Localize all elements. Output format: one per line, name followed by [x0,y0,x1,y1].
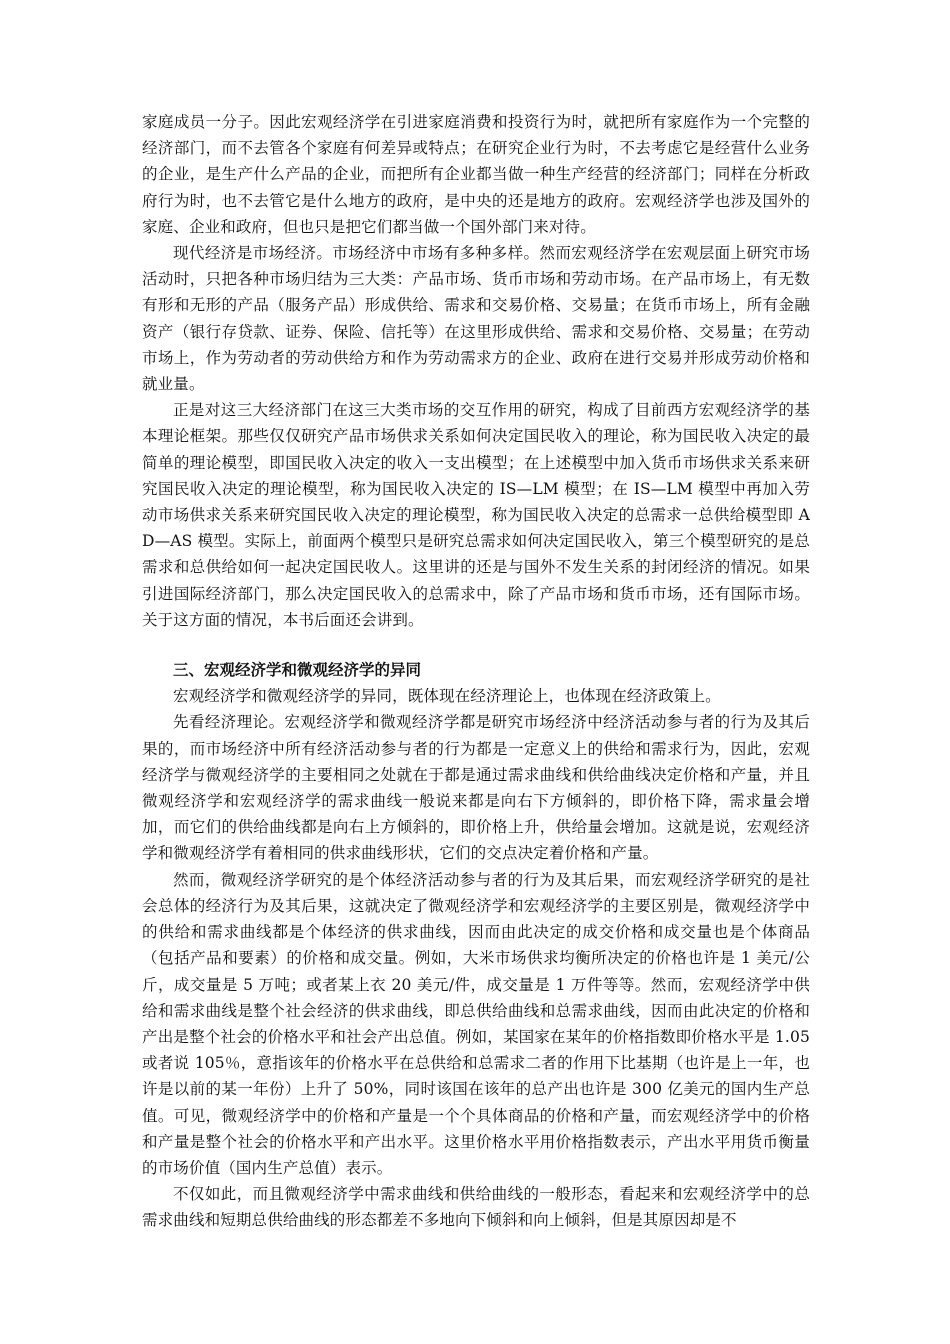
paragraph-market-types: 现代经济是市场经济。市场经济中市场有多种多样。然而宏观经济学在宏观层面上研究市场活动时，只把各种市场归结为三大类：产品市场、货币市场和劳动市场。在产品市场上，有无数有形和无形的产品（服务产品）形成供给、需求和交易价格、交易量；在货币市场上，所有金融资产（银行存贷款、证券、保险、信托等）在这里形成供给、需求和交易价格、交易量；在劳动市场上，作为劳动者的劳动供给方和作为劳动需求方的企业、政府在进行交易并形成劳动价格和就业量。 [142,244,810,394]
paragraph-similarities-intro: 宏观经济学和微观经济学的异同，既体现在经济理论上，也体现在经济政策上。 [173,687,721,706]
paragraph-differences: 然而，微观经济学研究的是个体经济活动参与者的行为及其后果，而宏观经济学研究的是社会总体的经济行为及其后果，这就决定了微观经济学和宏观经济学的主要区别是，微观经济学中的供给和需求曲线都是个体经济的供求曲线，因而由此决定的成交价格和成交量也是个体商品（包括产品和要素）的价格和成交量。例如，大米市场供求均衡所决定的价格也许是 1 美元/公斤，成交量是 5 万吨；或者某上衣 20 美元/件，成交量是 1 万件等等。然而，宏观经济学中供给和需求曲线是整个社会经济的供求曲线，即总供给曲线和总需求曲线，因而由此决定的价格和产出是整个社会的价格水平和社会产出总值。例如，某国家在某年的价格指数即价格水平是 1.05 或者说 105％，意指该年的价格水平在总供给和总需求二者的作用下比基期（也许是上一年，也许是以前的某一年份）上升了 50%，同时该国在该年的总产出也许是 300 亿美元的国内生产总值。可见，微观经济学中的价格和产量是一个个具体商品的价格和产量，而宏观经济学中的价格和产量是整个社会的价格水平和产出水平。这里价格水平用价格指数表示，产出水平用货币衡量的市场价值（国内生产总值）表示。 [142,870,810,1177]
paragraph-economic-theory: 先看经济理论。宏观经济学和微观经济学都是研究市场经济中经济活动参与者的行为及其后果的，而市场经济中所有经济活动参与者的行为都是一定意义上的供给和需求行为，因此，宏观经济学与微观经济学的主要相同之处就在于都是通过需求曲线和供给曲线决定价格和产量，并且微观经济学和宏观经济学的需求曲线一般说来都是向右下方倾斜的，即价格下降，需求量会增加，而它们的供给曲线都是向右上方倾斜的，即价格上升，供给量会增加。这就是说，宏观经济学和微观经济学有着相同的供求曲线形状，它们的交点决定着价格和产量。 [142,713,810,863]
paragraph-theory-framework: 正是对这三大经济部门在这三大类市场的交互作用的研究，构成了目前西方宏观经济学的基本理论框架。那些仅仅研究产品市场供求关系如何决定国民收入的理论，称为国民收入决定的最简单的理论模型，即国民收入决定的收入一支出模型；在上述模型中加入货币市场供求关系来研究国民收入决定的理论模型，称为国民收入决定的 IS—LM 模型；在 IS—LM 模型中再加入劳动市场供求关系来研究国民收入决定的理论模型，称为国民收入决定的总需求一总供给模型即 AD—AS 模型。实际上，前面两个模型只是研究总需求如何决定国民收入，第三个模型研究的是总需求和总供给如何一起决定国民收人。这里讲的还是与国外不发生关系的封闭经济的情况。如果引进国际经济部门，那么决定国民收入的总需求中，除了产品市场和货币市场，还有国际市场。关于这方面的情况，本书后面还会讲到。 [142,401,810,629]
paragraph-curve-shapes: 不仅如此，而且微观经济学中需求曲线和供给曲线的一般形态，看起来和宏观经济学中的总需求曲线和短期总供给曲线的形态都差不多地向下倾斜和向上倾斜，但是其原因却是不 [142,1185,810,1230]
document-page [142,109,810,1234]
paragraph-households-continuation: 家庭成员一分子。因此宏观经济学在引进家庭消费和投资行为时，就把所有家庭作为一个完整的经济部门，而不去管各个家庭有何差异或特点；在研究企业行为时，不去考虑它是经营什么业务的企业，是生产什么产品的企业，而把所有企业都当做一种生产经营的经济部门；同样在分析政府行为时，也不去管它是什么地方的政府，是中央的还是地方的政府。宏观经济学也涉及国外的家庭、企业和政府，但也只是把它们都当做一个国外部门来对待。 [142,113,810,236]
section-heading: 三、宏观经济学和微观经济学的异同 [173,661,422,680]
